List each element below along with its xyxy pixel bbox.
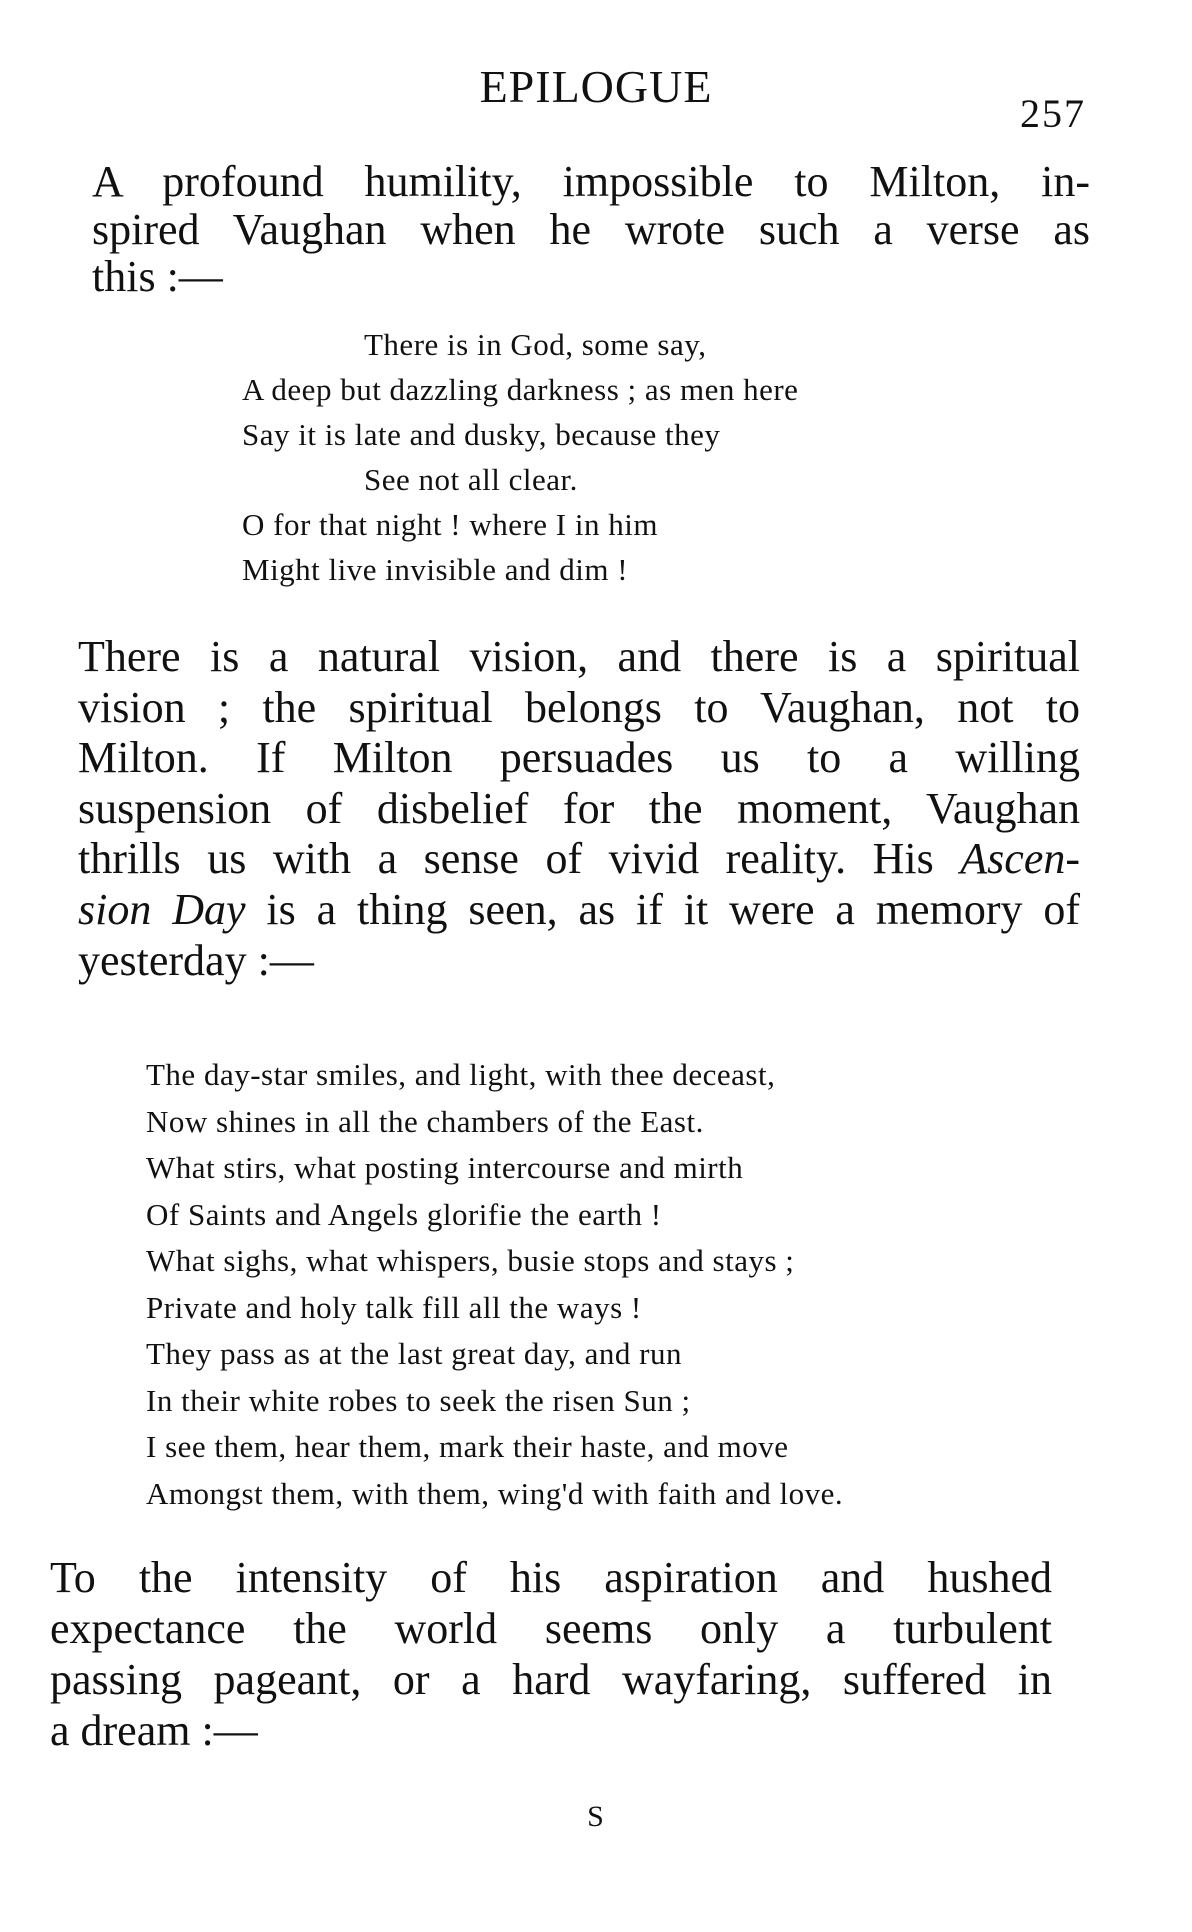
signature-mark: S [587, 1800, 605, 1833]
paragraph-line: this :— [92, 252, 223, 302]
paragraph-line: There is a natural vision, and there is a spiritual [78, 632, 1080, 681]
paragraph-aspiration [50, 1552, 1052, 1756]
paragraph-line: a dream :— [50, 1706, 258, 1756]
verse-line: See not all clear. [364, 462, 578, 497]
paragraph-line: vision ; the spiritual belongs to Vaughan, not to [78, 682, 1080, 732]
verse-line: There is in God, some say, [364, 327, 707, 362]
paragraph-line: yesterday :— [78, 935, 314, 985]
paragraph-line: spired Vaughan when he wrote such a verse as [92, 204, 1090, 254]
verse-line: Say it is late and dusky, because they [242, 417, 721, 452]
paragraph-line-text: thrills us with a sense of vivid reality. His [78, 834, 934, 884]
paragraph-line: A profound humility, impossible to Milton, in- [92, 157, 1090, 206]
verse-line: Amongst them, with them, wing'd with faith and love. [146, 1475, 844, 1511]
verse-line: A deep but dazzling darkness ; as men here [242, 372, 799, 407]
paragraph-line: passing pageant, or a hard wayfaring, suffered in [50, 1655, 1052, 1705]
verse-line: Now shines in all the chambers of the East. [146, 1103, 704, 1139]
verse-line: Might live invisible and dim ! [242, 552, 629, 587]
paragraph-line-text: is a thing seen, as if it were a memory of [266, 884, 1080, 934]
verse-line: Of Saints and Angels glorifie the earth ! [146, 1196, 662, 1232]
verse-line: They pass as at the last great day, and run [146, 1336, 682, 1371]
verse-line: In their white robes to seek the risen Sun ; [146, 1382, 691, 1418]
verse-line: The day-star smiles, and light, with thee deceast, [146, 1057, 776, 1092]
paragraph-line: Milton. If Milton persuades us to a willing [78, 733, 1080, 783]
paragraph-line: suspension of disbelief for the moment, Vaughan [78, 783, 1080, 833]
paragraph-line [78, 885, 1080, 936]
verse-line: I see them, hear them, mark their haste, and move [146, 1429, 789, 1464]
paragraph-humility [92, 158, 1090, 301]
paragraph-line [78, 834, 1080, 885]
verse-line: O for that night ! where I in him [242, 507, 658, 542]
page-number: 257 [1020, 91, 1086, 136]
verse-line: Private and holy talk fill all the ways ! [146, 1289, 642, 1325]
work-title: Ascen- [960, 834, 1081, 884]
paragraph-line: expectance the world seems only a turbulent [50, 1604, 1052, 1654]
running-head: EPILOGUE [479, 61, 713, 112]
paragraph-line: To the intensity of his aspiration and hushed [50, 1553, 1052, 1602]
verse-line: What stirs, what posting intercourse and mirth [146, 1150, 744, 1185]
verse-quotation-god [242, 322, 798, 592]
verse-quotation-ascension-day [146, 1052, 843, 1517]
work-title: sion Day [78, 884, 246, 934]
paragraph-vision [78, 632, 1080, 986]
verse-line: What sighs, what whispers, busie stops and stays ; [146, 1243, 795, 1278]
